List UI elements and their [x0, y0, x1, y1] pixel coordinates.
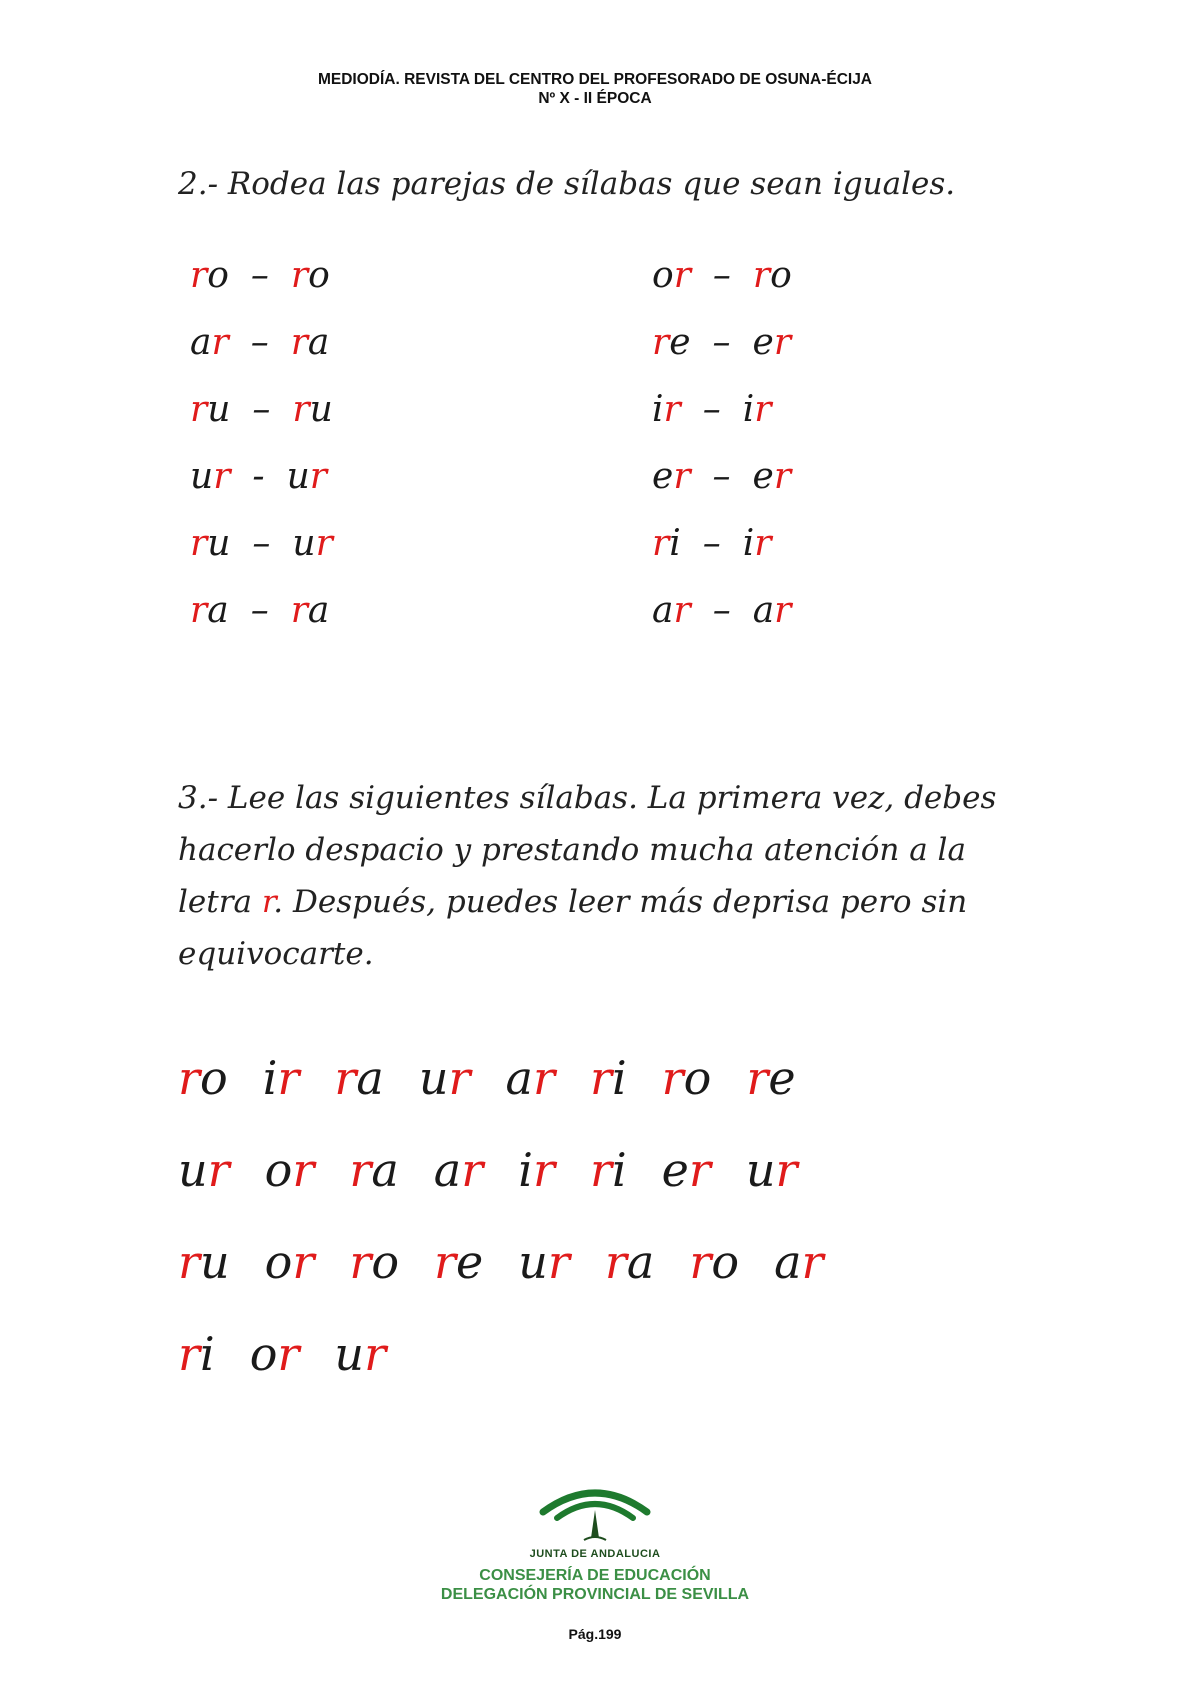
- reading-syllable: [263, 1048, 300, 1108]
- letter-r: r: [290, 590, 308, 631]
- letter-r: r: [448, 1051, 471, 1105]
- letter: i: [611, 1051, 627, 1105]
- letter: o: [200, 1051, 228, 1105]
- letter-r: r: [277, 1327, 300, 1381]
- pair-separator: –: [252, 389, 271, 430]
- pair-separator: –: [250, 322, 269, 363]
- letter: a: [307, 322, 330, 363]
- pair-separator: –: [712, 255, 731, 296]
- syllable-row: [178, 1140, 1078, 1232]
- letter-r: r: [364, 1327, 387, 1381]
- letter-r: r: [752, 255, 771, 296]
- letter-r: r: [688, 1143, 711, 1197]
- syllable-pair[interactable]: [652, 457, 791, 497]
- letter: o: [207, 255, 229, 296]
- pair-separator: –: [250, 590, 269, 631]
- reading-syllable: [689, 1232, 739, 1292]
- letter: i: [518, 1143, 533, 1197]
- reading-syllable: [746, 1048, 795, 1108]
- instruction-text-before: 3.- Lee las siguientes sílabas. La primera vez, debes hacerlo despacio y prestando mucha atención a la letra: [178, 780, 997, 920]
- letter: i: [742, 389, 755, 430]
- letter-r: r: [309, 456, 327, 497]
- letter: o: [264, 1235, 293, 1289]
- reading-syllable: [265, 1232, 315, 1292]
- letter: i: [742, 523, 755, 564]
- pair-first-syllable: [190, 255, 229, 296]
- letter: a: [505, 1051, 533, 1105]
- letter-r: r: [190, 255, 208, 296]
- letter: i: [262, 1051, 278, 1105]
- letter-r: r: [673, 590, 691, 631]
- letter: a: [652, 590, 674, 631]
- reading-syllable: [746, 1140, 798, 1200]
- syllable-pair[interactable]: [652, 591, 791, 631]
- reading-syllable: [334, 1048, 383, 1108]
- letter-r: r: [532, 1051, 555, 1105]
- letter: u: [190, 456, 214, 497]
- letter-r: r: [190, 389, 208, 430]
- reading-syllable: [334, 1324, 386, 1384]
- letter-r: r: [349, 1143, 372, 1197]
- syllable-pair[interactable]: [190, 591, 329, 631]
- reading-syllable: [662, 1140, 711, 1200]
- pair-first-syllable: [652, 389, 681, 430]
- letter: a: [774, 1235, 802, 1289]
- letter-r: r: [673, 456, 691, 497]
- pair-separator: –: [702, 523, 721, 564]
- letter: o: [711, 1235, 740, 1289]
- reading-syllable: [349, 1140, 398, 1200]
- letter-r: r: [547, 1235, 570, 1289]
- letter-r: r: [689, 1235, 712, 1289]
- pair-separator: –: [712, 456, 731, 497]
- letter-r: r: [663, 389, 681, 430]
- pair-second-syllable: [291, 590, 330, 631]
- letter: a: [356, 1051, 384, 1105]
- reading-syllable: [518, 1140, 555, 1200]
- letter-r: r: [290, 322, 308, 363]
- letter-r: r: [673, 255, 691, 296]
- reading-syllable: [419, 1048, 471, 1108]
- reading-syllable: [518, 1232, 570, 1292]
- letter: e: [456, 1235, 484, 1289]
- pair-second-syllable: [743, 389, 772, 430]
- reading-syllable: [590, 1140, 627, 1200]
- letter-r: r: [178, 1051, 200, 1105]
- letter-r: r: [773, 322, 792, 363]
- letter-r: r: [801, 1235, 824, 1289]
- letter: e: [661, 1143, 689, 1197]
- letter: e: [768, 1051, 796, 1105]
- reading-syllable: [662, 1048, 712, 1108]
- footer: [0, 1478, 1190, 1604]
- letter-r: r: [775, 1143, 798, 1197]
- letter: e: [669, 322, 691, 363]
- page-header: [0, 70, 1190, 108]
- pair-first-syllable: [190, 590, 229, 631]
- letter: u: [418, 1051, 449, 1105]
- letter: a: [626, 1235, 655, 1289]
- junta-andalucia-logo: [535, 1478, 655, 1546]
- pair-first-syllable: [652, 255, 691, 296]
- letter: a: [307, 590, 330, 631]
- pair-second-syllable: [753, 456, 792, 497]
- syllable-row: [178, 1048, 1078, 1140]
- letter-r: r: [774, 590, 792, 631]
- letter: a: [190, 322, 212, 363]
- letter-r: r: [213, 456, 231, 497]
- header-issue: Nº X - II ÉPOCA: [538, 90, 652, 107]
- letter: a: [433, 1143, 462, 1197]
- letter-r: r: [211, 322, 229, 363]
- pair-second-syllable: [753, 590, 792, 631]
- letter-r: r: [178, 1235, 200, 1289]
- letter: i: [200, 1327, 215, 1381]
- letter-r: r: [754, 389, 772, 430]
- reading-syllable: [590, 1048, 627, 1108]
- pair-first-syllable: [652, 322, 691, 363]
- letter-r: r: [652, 523, 670, 564]
- letter: o: [308, 255, 330, 296]
- letter-r: r: [292, 1235, 315, 1289]
- letter-r: r: [334, 1051, 357, 1105]
- letter-r: r: [434, 1235, 457, 1289]
- pair-second-syllable: [753, 255, 792, 296]
- letter-r: r: [589, 1143, 612, 1197]
- pair-separator: –: [702, 389, 721, 430]
- letter-r: r: [661, 1051, 684, 1105]
- letter: o: [652, 255, 674, 296]
- reading-syllable: [434, 1232, 483, 1292]
- letter-r: r: [461, 1143, 484, 1197]
- reading-syllable: [434, 1140, 483, 1200]
- letter: a: [371, 1143, 399, 1197]
- letter-r: r: [652, 322, 670, 363]
- letter: e: [652, 456, 674, 497]
- letter: u: [286, 456, 310, 497]
- syllable-pair[interactable]: [190, 256, 330, 296]
- logo-text: JUNTA DE ANDALUCIA: [529, 1548, 661, 1560]
- pair-second-syllable: [753, 322, 792, 363]
- footer-delegacion: DELEGACIÓN PROVINCIAL DE SEVILLA: [440, 1586, 750, 1603]
- pair-second-syllable: [292, 523, 332, 564]
- pair-second-syllable: [292, 389, 332, 430]
- letter-r: r: [290, 255, 309, 296]
- pair-first-syllable: [652, 523, 681, 564]
- instruction-letter-r: r: [261, 884, 274, 920]
- letter-r: r: [754, 523, 772, 564]
- pair-first-syllable: [190, 389, 230, 430]
- letter-r: r: [277, 1051, 300, 1105]
- letter-r: r: [604, 1235, 627, 1289]
- reading-syllable: [605, 1232, 654, 1292]
- syllable-grid: [178, 1048, 1078, 1416]
- pair-separator: -: [252, 456, 265, 497]
- reading-syllable: [774, 1232, 823, 1292]
- letter-r: r: [315, 523, 333, 564]
- letter: e: [752, 456, 774, 497]
- letter: u: [200, 1235, 230, 1289]
- letter: u: [292, 523, 316, 564]
- letter: a: [752, 590, 775, 631]
- exercise-3-instruction: [178, 772, 1038, 980]
- syllable-pair[interactable]: [190, 323, 329, 363]
- letter: o: [264, 1143, 293, 1197]
- letter: u: [745, 1143, 776, 1197]
- pair-first-syllable: [190, 523, 230, 564]
- reading-syllable: [265, 1140, 315, 1200]
- header-title: MEDIODÍA. REVISTA DEL CENTRO DEL PROFESORADO DE OSUNA-ÉCIJA: [317, 71, 873, 88]
- reading-syllable: [349, 1232, 399, 1292]
- syllable-pair[interactable]: [190, 457, 327, 497]
- syllable-pair[interactable]: [652, 323, 791, 363]
- letter: u: [334, 1327, 365, 1381]
- letter-r: r: [532, 1143, 555, 1197]
- letter-r: r: [589, 1051, 612, 1105]
- page-number: Pág.199: [568, 1626, 622, 1642]
- letter: i: [652, 389, 664, 430]
- syllable-pair[interactable]: [652, 524, 771, 564]
- letter: o: [770, 255, 792, 296]
- letter: u: [207, 523, 231, 564]
- syllable-pair[interactable]: [652, 390, 771, 430]
- syllable-pair[interactable]: [190, 524, 333, 564]
- pair-first-syllable: [652, 456, 691, 497]
- exercise-2-instruction: 2.- Rodea las parejas de sílabas que sean iguales.: [178, 166, 956, 202]
- pair-separator: –: [712, 322, 731, 363]
- reading-syllable: [250, 1324, 300, 1384]
- letter: e: [752, 322, 774, 363]
- letter: i: [669, 523, 681, 564]
- syllable-row: [178, 1324, 1078, 1416]
- letter: o: [371, 1235, 400, 1289]
- pair-separator: –: [712, 590, 731, 631]
- letter-r: r: [746, 1051, 769, 1105]
- letter-r: r: [349, 1235, 372, 1289]
- pair-separator: –: [252, 523, 271, 564]
- letter: u: [207, 389, 231, 430]
- reading-syllable: [178, 1232, 230, 1292]
- letter: o: [249, 1327, 278, 1381]
- letter-r: r: [178, 1327, 200, 1381]
- syllable-pair[interactable]: [652, 256, 792, 296]
- letter-r: r: [292, 1143, 315, 1197]
- pair-separator: –: [250, 255, 269, 296]
- pair-first-syllable: [652, 590, 691, 631]
- reading-syllable: [178, 1140, 230, 1200]
- pair-first-syllable: [190, 322, 229, 363]
- pair-first-syllable: [190, 456, 230, 497]
- letter-r: r: [207, 1143, 230, 1197]
- pair-second-syllable: [291, 322, 330, 363]
- letter-r: r: [773, 456, 792, 497]
- letter-r: r: [190, 590, 208, 631]
- reading-syllable: [506, 1048, 555, 1108]
- pair-second-syllable: [291, 255, 330, 296]
- reading-syllable: [178, 1324, 215, 1384]
- reading-syllable: [178, 1048, 228, 1108]
- letter: o: [683, 1051, 712, 1105]
- letter: u: [178, 1143, 208, 1197]
- pair-second-syllable: [743, 523, 772, 564]
- syllable-row: [178, 1232, 1078, 1324]
- footer-consejeria: CONSEJERÍA DE EDUCACIÓN: [479, 1567, 711, 1584]
- letter: u: [518, 1235, 548, 1289]
- letter-r: r: [292, 389, 310, 430]
- letter: a: [207, 590, 229, 631]
- letter: i: [611, 1143, 627, 1197]
- letter: u: [309, 389, 333, 430]
- syllable-pair[interactable]: [190, 390, 333, 430]
- instruction-text-after: . Después, puedes leer más deprisa pero sin equivocarte.: [178, 884, 968, 972]
- pair-second-syllable: [287, 456, 327, 497]
- letter-r: r: [190, 523, 208, 564]
